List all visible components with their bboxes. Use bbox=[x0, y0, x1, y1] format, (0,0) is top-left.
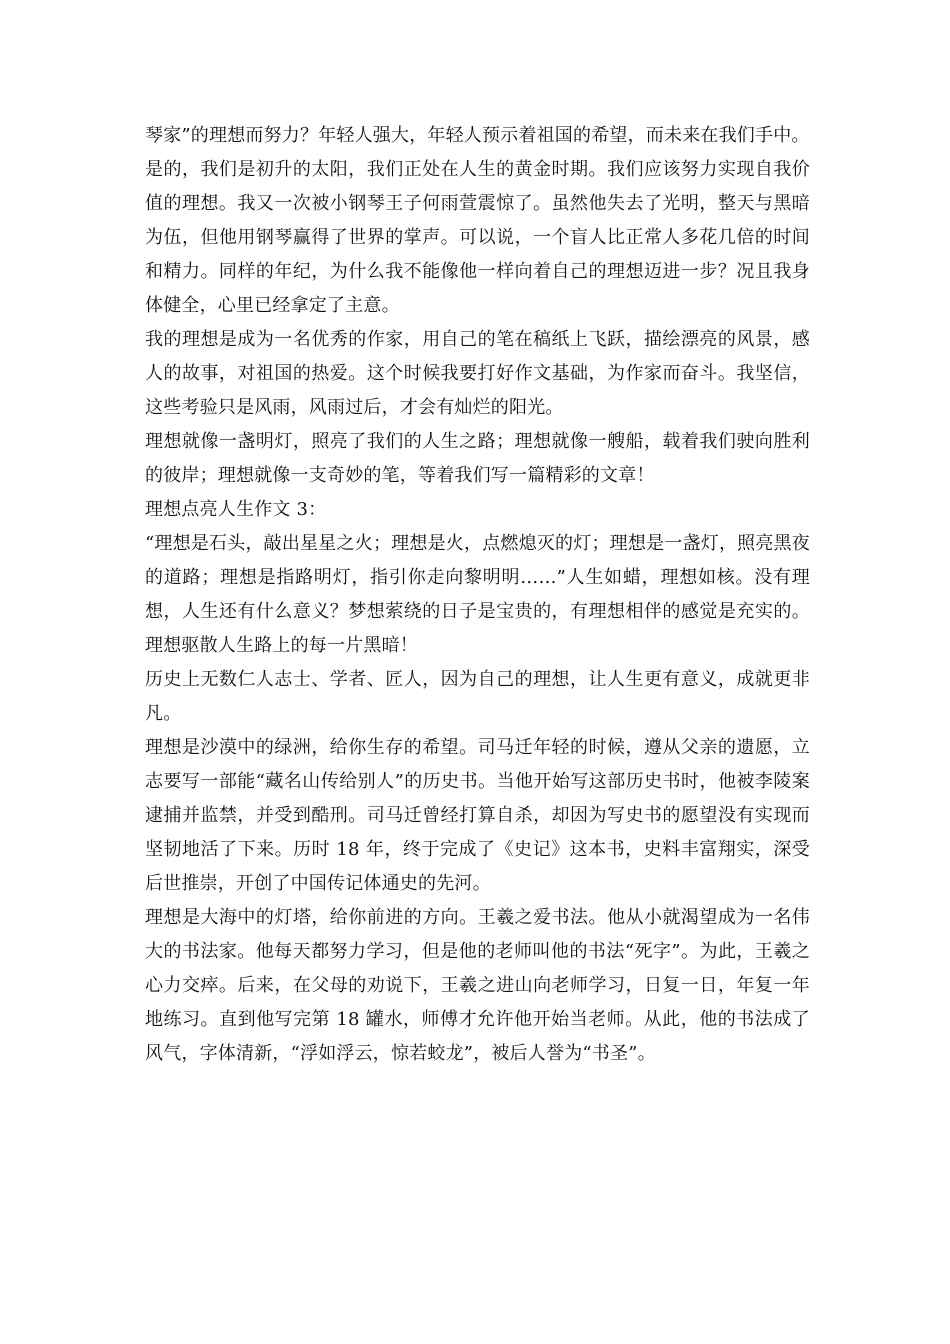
essay-body bbox=[145, 119, 810, 1071]
paragraph: 理想是沙漠中的绿洲，给你生存的希望。司马迁年轻的时候，遵从父亲的遗愿，立志要写一部能“藏名山传给别人”的历史书。当他开始写这部历史书时，他被李陵案逮捕并监禁，并受到酷刑。司马迁曾经打算自杀，却因为写史书的愿望没有实现而坚韧地活了下来。历时 18 年，终于完成了《史记》这本书，史料丰富翔实，深受后世推崇，开创了中国传记体通史的先河。 bbox=[145, 737, 810, 894]
paragraph: 琴家”的理想而努力？年轻人强大，年轻人预示着祖国的希望，而未来在我们手中。 bbox=[145, 125, 810, 146]
paragraph: 理想就像一盏明灯，照亮了我们的人生之路；理想就像一艘船，载着我们驶向胜利的彼岸；理想就像一支奇妙的笔，等着我们写一篇精彩的文章！ bbox=[145, 431, 810, 486]
paragraph: 历史上无数仁人志士、学者、匠人，因为自己的理想，让人生更有意义，成就更非凡。 bbox=[145, 669, 810, 724]
paragraph: “理想是石头，敲出星星之火；理想是火，点燃熄灭的灯；理想是一盏灯，照亮黑夜的道路；理想是指路明灯，指引你走向黎明明……”人生如蜡，理想如核。没有理想，人生还有什么意义？梦想萦绕的日子是宝贵的，有理想相伴的感觉是充实的。理想驱散人生路上的每一片黑暗！ bbox=[145, 533, 810, 656]
paragraph: 是的，我们是初升的太阳，我们正处在人生的黄金时期。我们应该努力实现自我价值的理想。我又一次被小钢琴王子何雨萱震惊了。虽然他失去了光明，整天与黑暗为伍，但他用钢琴赢得了世界的掌声。可以说，一个盲人比正常人多花几倍的时间和精力。同样的年纪，为什么我不能像他一样向着自己的理想迈进一步？况且我身体健全，心里已经拿定了主意。 bbox=[145, 159, 810, 316]
paragraph: 我的理想是成为一名优秀的作家，用自己的笔在稿纸上飞跃，描绘漂亮的风景，感人的故事，对祖国的热爱。这个时候我要打好作文基础，为作家而奋斗。我坚信，这些考验只是风雨，风雨过后，才会有灿烂的阳光。 bbox=[145, 329, 810, 418]
paragraph: 理想是大海中的灯塔，给你前进的方向。王羲之爱书法。他从小就渴望成为一名伟大的书法家。他每天都努力学习，但是他的老师叫他的书法“死字”。为此，王羲之心力交瘁。后来，在父母的劝说下，王羲之进山向老师学习，日复一日，年复一年地练习。直到他写完第 18 罐水，师傅才允许他开始当老师。从此，他的书法成了风气，字体清新，“浮如浮云，惊若蛟龙”，被后人誉为“书圣”。 bbox=[145, 907, 810, 1064]
section-heading: 理想点亮人生作文 3： bbox=[145, 499, 327, 520]
